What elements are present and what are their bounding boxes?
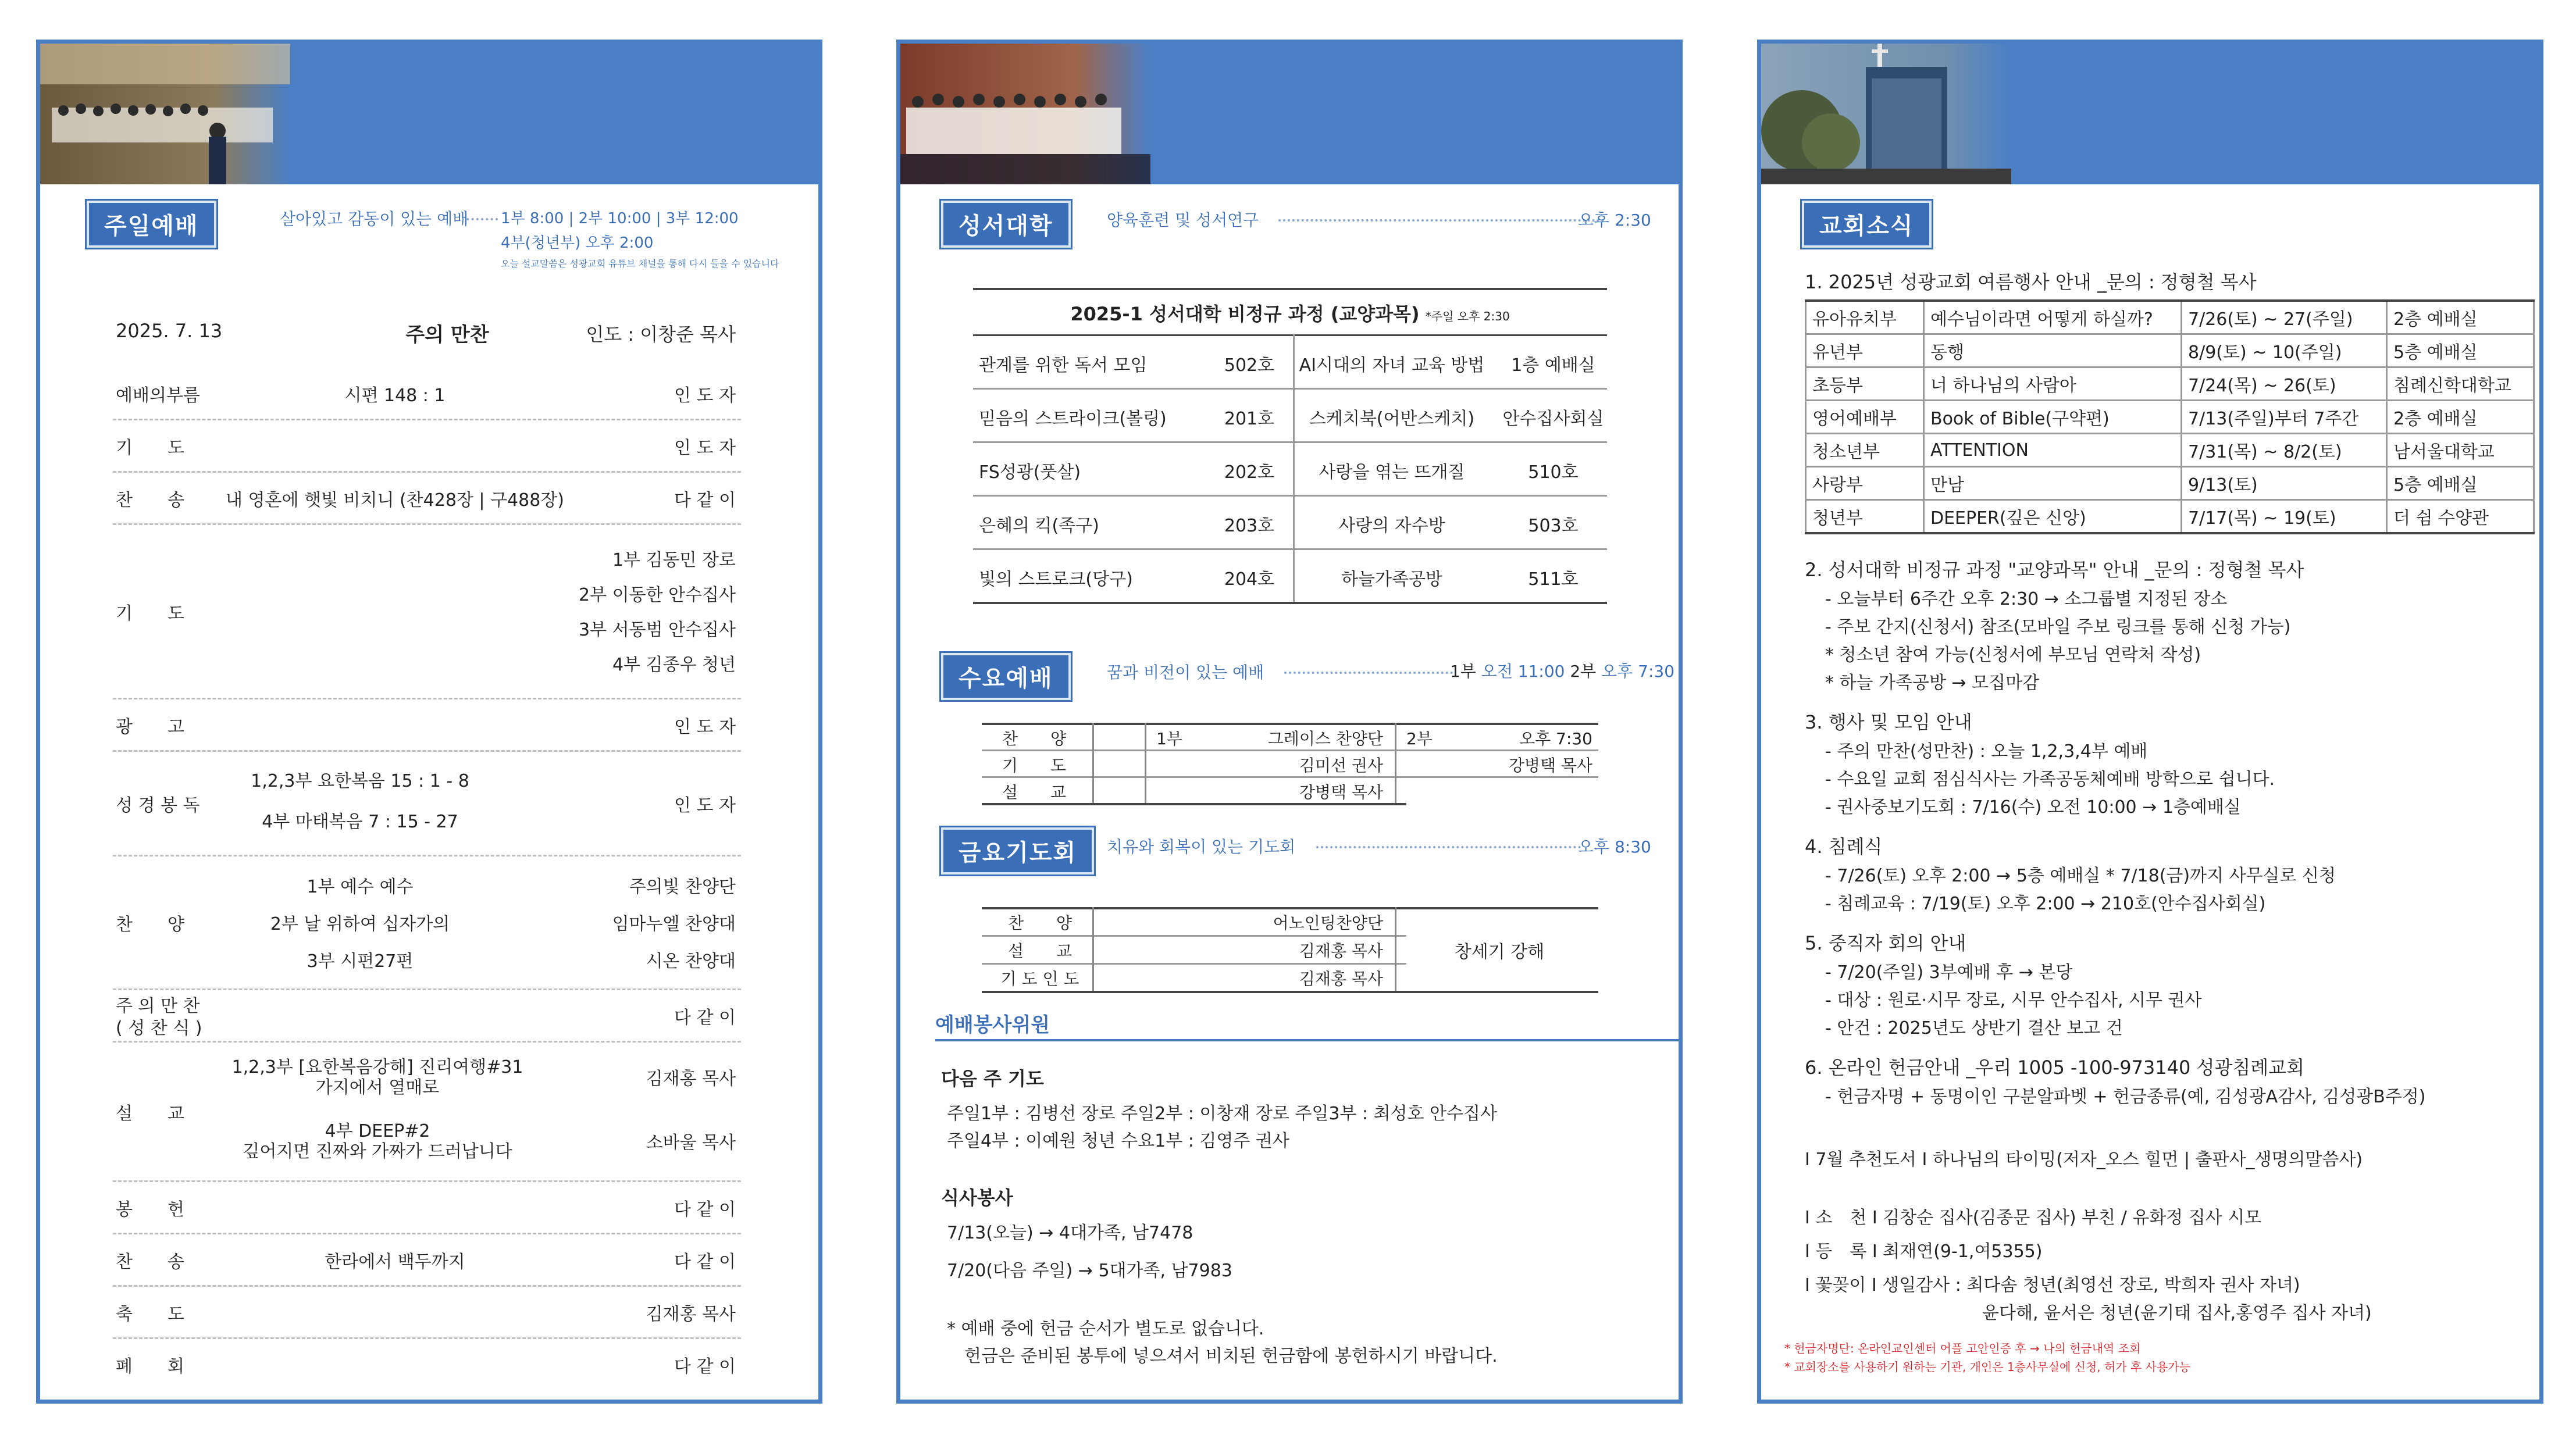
events-cell: 7/17(목) ~ 19(토)	[2182, 500, 2387, 534]
order-right: 인 도 자	[674, 386, 736, 406]
order-line: 4부 김종우 청년	[612, 655, 736, 675]
fri-label: 기 도 인 도	[1000, 969, 1079, 988]
youth-worship-time: 오후 2:00	[585, 234, 654, 252]
events-cell: DEEPER(깊은 신앙)	[1924, 500, 2182, 534]
events-cell: 7/24(목) ~ 26(토)	[2182, 367, 2387, 401]
news-line: - 오늘부터 6주간 오후 2:30 → 소그룹별 지정된 장소	[1825, 589, 2228, 609]
service-committee-title: 예배봉사위원	[935, 1013, 1050, 1037]
news-line: * 하늘 가족공방 → 모집마감	[1825, 673, 2040, 693]
wed-label: 기 도	[1002, 756, 1067, 775]
course-name: 하늘가족공방	[1341, 569, 1442, 590]
events-cell: 동행	[1924, 334, 2182, 367]
bible-college-time: 오후 2:30	[1578, 210, 1651, 230]
meal-line1: 7/13(오늘) → 4대가족, 남7478	[947, 1223, 1193, 1243]
course-name: 사랑의 자수방	[1338, 516, 1445, 536]
order-content: 시편 148 : 1	[344, 386, 446, 406]
order-line: 4부 마태복음 7 : 15 - 27	[262, 812, 458, 832]
news-note: I 소 천 I 김창순 집사(김종문 집사) 부친 / 유화정 집사 시모	[1805, 1208, 2262, 1228]
friday-badge: 금요기도회	[941, 827, 1094, 875]
course-room: 204호	[1224, 569, 1275, 590]
sermon-line: 1,2,3부 [요한복음강해] 진리여행#31	[231, 1057, 523, 1077]
course-note: *주일 오후 2:30	[1425, 309, 1510, 323]
wed-label: 설 교	[1002, 783, 1067, 802]
events-cell: 초등부	[1806, 367, 1924, 401]
offering-line1: * 예배 중에 헌금 순서가 별도로 없습니다.	[947, 1319, 1264, 1339]
course-divider	[973, 495, 1607, 497]
row-divider	[113, 1337, 741, 1339]
events-row	[1806, 334, 2534, 367]
wed-divider	[982, 776, 1598, 778]
youth-worship-label: 4부(청년부)	[501, 234, 581, 252]
events-cell: 만남	[1924, 467, 2182, 500]
order-line-right: 주의빛 찬양단	[629, 877, 736, 897]
news-note: I 꽃꽂이 I 생일감사 : 최다솜 청년(최영선 장로, 박희자 권사 자녀)	[1805, 1275, 2300, 1295]
news-line: - 헌금자명 + 동명이인 구분알파벳 + 헌금종류(예, 김성광A감사, 김성광B주정)	[1825, 1087, 2426, 1107]
news-heading: 3. 행사 및 모임 안내	[1805, 711, 1972, 733]
friday-time: 오후 8:30	[1578, 837, 1651, 856]
leader: 인도 : 이창준 목사	[586, 323, 736, 345]
order-right: 인 도 자	[674, 795, 736, 816]
choir-photo	[900, 44, 1150, 184]
events-cell: Book of Bible(구약편)	[1924, 401, 2182, 434]
course-room: 202호	[1224, 462, 1275, 483]
course-room: 203호	[1224, 516, 1275, 536]
order-label: 광 고	[116, 717, 184, 737]
offering-line2: 헌금은 준비된 봉투에 넣으셔서 비치된 헌금함에 봉헌하시기 바랍니다.	[964, 1346, 1498, 1366]
wed-time-a: 1부	[1450, 662, 1476, 681]
news-line: * 청소년 참여 가능(신청서에 부모님 연락처 작성)	[1825, 645, 2201, 665]
wed-who2: 강병택 목사	[1508, 756, 1592, 775]
news-heading: 6. 온라인 헌금안내 _우리 1005 -100-973140 성광침례교회	[1805, 1056, 2305, 1079]
fri-vline	[1092, 907, 1094, 991]
meal-title: 식사봉사	[941, 1187, 1013, 1209]
order-right: 김재홍 목사	[646, 1304, 736, 1325]
order-label: 예배의부름	[116, 386, 200, 406]
course-divider	[973, 602, 1607, 604]
recommended-book: I 7월 추천도서 I 하나님의 타이밍(저자_오스 힐먼 | 출판사_생명의말씀사)	[1805, 1150, 2363, 1170]
events-cell: 5층 예배실	[2387, 467, 2534, 500]
order-title: 주의 만찬	[405, 323, 489, 347]
church-building-photo	[1761, 44, 2011, 184]
order-right: 인 도 자	[674, 438, 736, 458]
events-row	[1806, 500, 2534, 534]
fri-who: 김재홍 목사	[1299, 941, 1383, 961]
fri-label: 설 교	[1007, 941, 1073, 961]
next-prayer-line1: 주일1부 : 김병선 장로 주일2부 : 이창재 장로 주일3부 : 최성호 안수집사	[947, 1104, 1497, 1124]
events-cell: 7/26(토) ~ 27(주일)	[2182, 301, 2387, 334]
order-line: 2부 날 위하여 십자가의	[270, 914, 450, 934]
church-news-panel	[1757, 40, 2543, 1404]
order-content: 내 영혼에 햇빛 비치니 (찬428장 | 구488장)	[226, 490, 564, 511]
order-right: 다 같 이	[674, 1252, 736, 1272]
next-prayer-title: 다음 주 기도	[941, 1068, 1044, 1090]
news-line: - 대상 : 원로·시무 장로, 시무 안수집사, 시무 권사	[1825, 990, 2202, 1011]
worship-panel	[36, 40, 822, 1404]
course-name: FS성광(풋살)	[979, 462, 1081, 483]
course-name: 관계를 위한 독서 모임	[979, 355, 1148, 376]
news-line: - 주보 간지(신청서) 참조(모바일 주보 링크를 통해 신청 가능)	[1825, 617, 2291, 637]
events-cell: 청소년부	[1806, 434, 1924, 467]
events-row	[1806, 434, 2534, 467]
events-cell: 너 하나님의 사람아	[1924, 367, 2182, 401]
events-cell: 7/31(목) ~ 8/2(토)	[2182, 434, 2387, 467]
news-line: - 주의 만찬(성만찬) : 오늘 1,2,3,4부 예배	[1825, 741, 2148, 762]
course-room: 201호	[1224, 409, 1275, 429]
order-line: 3부 시편27편	[307, 951, 414, 972]
fri-top	[982, 907, 1598, 909]
bulletin-date: 2025. 7. 13	[116, 320, 223, 342]
wed-label: 찬 양	[1002, 729, 1067, 748]
fri-divider	[982, 991, 1598, 993]
order-right: 다 같 이	[674, 490, 736, 511]
events-cell: 사랑부	[1806, 467, 1924, 500]
order-label: 찬 송	[116, 490, 184, 511]
worship-badge: 주일예배	[87, 201, 216, 248]
events-cell: 더 쉼 수양관	[2387, 500, 2534, 534]
bible-college-panel	[896, 40, 1683, 1404]
course-divider	[973, 548, 1607, 550]
row-divider	[113, 1180, 741, 1182]
order-right: 인 도 자	[674, 717, 736, 737]
row-divider	[113, 1285, 741, 1287]
order-line: 3부 서동범 안수집사	[579, 620, 736, 640]
events-cell: 5층 예배실	[2387, 334, 2534, 367]
order-line: 1부 예수 예수	[307, 877, 414, 897]
news-note: I 등 록 I 최재연(9-1,여5355)	[1805, 1241, 2043, 1262]
order-label: 봉 헌	[116, 1200, 184, 1220]
events-row	[1806, 301, 2534, 334]
events-cell: 2층 예배실	[2387, 301, 2534, 334]
course-room: 510호	[1528, 462, 1579, 483]
wed-vline	[1395, 723, 1396, 803]
course-name: 스케치북(어반스케치)	[1309, 409, 1475, 429]
fri-label: 찬 양	[1007, 913, 1073, 933]
wed-time-b: 오전 11:00	[1481, 662, 1565, 681]
row-divider	[113, 698, 741, 699]
order-right: 다 같 이	[674, 1008, 736, 1028]
events-cell: 남서울대학교	[2387, 434, 2534, 467]
events-table	[1805, 299, 2535, 534]
news-line: - 수요일 교회 점심식사는 가족공동체예배 방학으로 쉽니다.	[1825, 769, 2275, 790]
row-divider	[113, 1233, 741, 1234]
order-label: 주 의 만 찬	[116, 996, 200, 1016]
sermon-preacher: 소바울 목사	[646, 1133, 736, 1153]
friday-tagline: 치유와 회복이 있는 기도회	[1107, 837, 1296, 856]
bible-college-badge: 성서대학	[941, 201, 1071, 248]
fri-vline	[1395, 907, 1396, 991]
order-label: 기 도	[116, 604, 184, 624]
order-label: 찬 양	[116, 915, 184, 935]
meal-line2: 7/20(다음 주일) → 5대가족, 남7983	[947, 1261, 1232, 1281]
row-divider	[113, 419, 741, 420]
order-right: 다 같 이	[674, 1357, 736, 1377]
fri-side: 창세기 강해	[1454, 942, 1545, 962]
events-cell: 8/9(토) ~ 10(주일)	[2182, 334, 2387, 367]
wed-top	[982, 723, 1598, 725]
news-heading: 5. 중직자 회의 안내	[1805, 932, 1966, 954]
order-line-right: 시온 찬양대	[646, 951, 736, 972]
course-divider	[973, 441, 1607, 443]
fri-who: 김재홍 목사	[1299, 969, 1383, 988]
order-label: 축 도	[116, 1304, 184, 1325]
fri-who: 어노인팅찬양단	[1273, 913, 1383, 933]
events-cell: 유년부	[1806, 334, 1924, 367]
order-label: 설 교	[116, 1104, 184, 1124]
wed-time-c: 2부	[1570, 662, 1597, 681]
bible-college-tagline: 양육훈련 및 성서연구	[1107, 210, 1259, 230]
course-room: 511호	[1528, 569, 1579, 590]
order-label: 기 도	[116, 438, 184, 458]
row-divider	[113, 1041, 741, 1043]
course-name: 은혜의 킥(족구)	[979, 516, 1099, 536]
course-name: 빛의 스트로크(당구)	[979, 569, 1133, 590]
wednesday-tagline: 꿈과 비전이 있는 예배	[1107, 663, 1264, 682]
events-row	[1806, 367, 2534, 401]
order-label-sub: ( 성 찬 식 )	[116, 1018, 202, 1038]
news-line: - 7/20(주일) 3부예배 후 → 본당	[1825, 962, 2073, 983]
course-title: 2025-1 성서대학 비정규 과정 (교양과목)	[1070, 303, 1420, 325]
order-line: 1부 김동민 장로	[612, 550, 736, 570]
row-divider	[113, 471, 741, 473]
course-divider	[973, 334, 1607, 336]
wed-who: 강병택 목사	[1299, 783, 1383, 802]
course-vline	[1293, 334, 1295, 602]
events-cell: 7/13(주일)부터 7주간	[2182, 401, 2387, 434]
course-room: 502호	[1224, 355, 1275, 376]
sermon-line: 4부 DEEP#2	[325, 1121, 430, 1141]
events-cell: ATTENTION	[1924, 434, 2182, 467]
wed-vline	[1145, 723, 1146, 803]
events-cell: 예수님이라면 어떻게 하실까?	[1924, 301, 2182, 334]
order-line-right: 임마누엘 찬양대	[612, 914, 736, 934]
news-1: 1. 2025년 성광교회 여름행사 안내 _문의 : 정형철 목사	[1805, 271, 2257, 293]
sermon-line: 깊어지면 진짜와 가짜가 드러납니다	[243, 1141, 512, 1162]
news-line: - 7/26(토) 오후 2:00 → 5층 예배실 * 7/18(금)까지 사무실로 신청	[1825, 866, 2336, 886]
order-label: 폐 회	[116, 1357, 184, 1377]
events-cell: 2층 예배실	[2387, 401, 2534, 434]
footnote: * 헌금자명단: 온라인교인센터 어플 고안인증 후 → 나의 헌금내역 조회	[1784, 1341, 2141, 1355]
row-divider	[113, 523, 741, 525]
order-label: 찬 송	[116, 1252, 184, 1272]
news-line: - 안건 : 2025년도 상반기 결산 보고 건	[1825, 1018, 2123, 1038]
news-heading: 2. 성서대학 비정규 과정 "교양과목" 안내 _문의 : 정형철 목사	[1805, 559, 2304, 581]
course-divider	[973, 388, 1607, 390]
events-row	[1806, 401, 2534, 434]
order-content: 한라에서 백두까지	[325, 1252, 465, 1272]
row-divider	[113, 988, 741, 990]
order-line: 1,2,3부 요한복음 15 : 1 - 8	[251, 771, 469, 791]
events-cell: 9/13(토)	[2182, 467, 2387, 500]
worship-tagline: 살아있고 감동이 있는 예배	[280, 209, 469, 229]
sermon-preacher: 김재홍 목사	[646, 1069, 736, 1089]
course-name: 믿음의 스트라이크(볼링)	[979, 409, 1167, 429]
church-news-badge: 교회소식	[1802, 201, 1932, 248]
order-label: 성 경 봉 독	[116, 795, 200, 816]
events-cell: 유아유치부	[1806, 301, 1924, 334]
wed-who: 김미선 권사	[1299, 756, 1383, 775]
order-line: 2부 이동한 안수집사	[579, 585, 736, 605]
next-prayer-line2: 주일4부 : 이예원 청년 수요1부 : 김영주 권사	[947, 1131, 1289, 1151]
course-room: 1층 예배실	[1511, 355, 1595, 376]
news-line: - 권사중보기도회 : 7/16(수) 오전 10:00 → 1층예배실	[1825, 797, 2241, 818]
wed-who2: 오후 7:30	[1519, 729, 1592, 748]
wed-divider	[982, 749, 1598, 751]
course-name: AI시대의 자녀 교육 방법	[1299, 355, 1485, 376]
news-heading: 4. 침례식	[1805, 836, 1883, 858]
news-line: - 침례교육 : 7/19(토) 오후 2:00 → 210호(안수집사회실)	[1825, 894, 2266, 914]
news-note: 윤다해, 윤서은 청년(윤기태 집사,홍영주 집사 자녀)	[1982, 1303, 2372, 1323]
course-room: 안수집사회실	[1502, 409, 1604, 429]
course-room: 503호	[1528, 516, 1579, 536]
fri-divider	[982, 935, 1406, 937]
sermon-line: 가지에서 열매로	[315, 1077, 440, 1098]
wed-part2: 2부	[1406, 729, 1433, 748]
events-cell: 청년부	[1806, 500, 1924, 534]
wed-who: 그레이스 찬양단	[1267, 729, 1383, 748]
footnote: * 교회장소를 사용하기 원하는 기관, 개인은 1층사무실에 신청, 허가 후 사용가능	[1784, 1360, 2190, 1374]
events-row	[1806, 467, 2534, 500]
wed-vline	[1092, 723, 1094, 803]
wed-divider	[982, 803, 1406, 805]
fri-divider	[982, 963, 1406, 965]
youtube-note: 오늘 설교말씀은 성광교회 유튜브 채널을 통해 다시 들을 수 있습니다	[501, 258, 779, 269]
row-divider	[113, 855, 741, 856]
wednesday-badge: 수요예배	[941, 653, 1071, 700]
order-right: 다 같 이	[674, 1200, 736, 1220]
row-divider	[113, 750, 741, 752]
wed-part: 1부	[1156, 729, 1182, 748]
worship-photo	[40, 44, 290, 184]
course-name: 사랑을 엮는 뜨개질	[1319, 462, 1465, 483]
worship-times: 1부 8:00 | 2부 10:00 | 3부 12:00	[501, 210, 739, 227]
events-cell: 영어예배부	[1806, 401, 1924, 434]
events-cell: 침례신학대학교	[2387, 367, 2534, 401]
wed-time-d: 오후 7:30	[1601, 662, 1675, 681]
